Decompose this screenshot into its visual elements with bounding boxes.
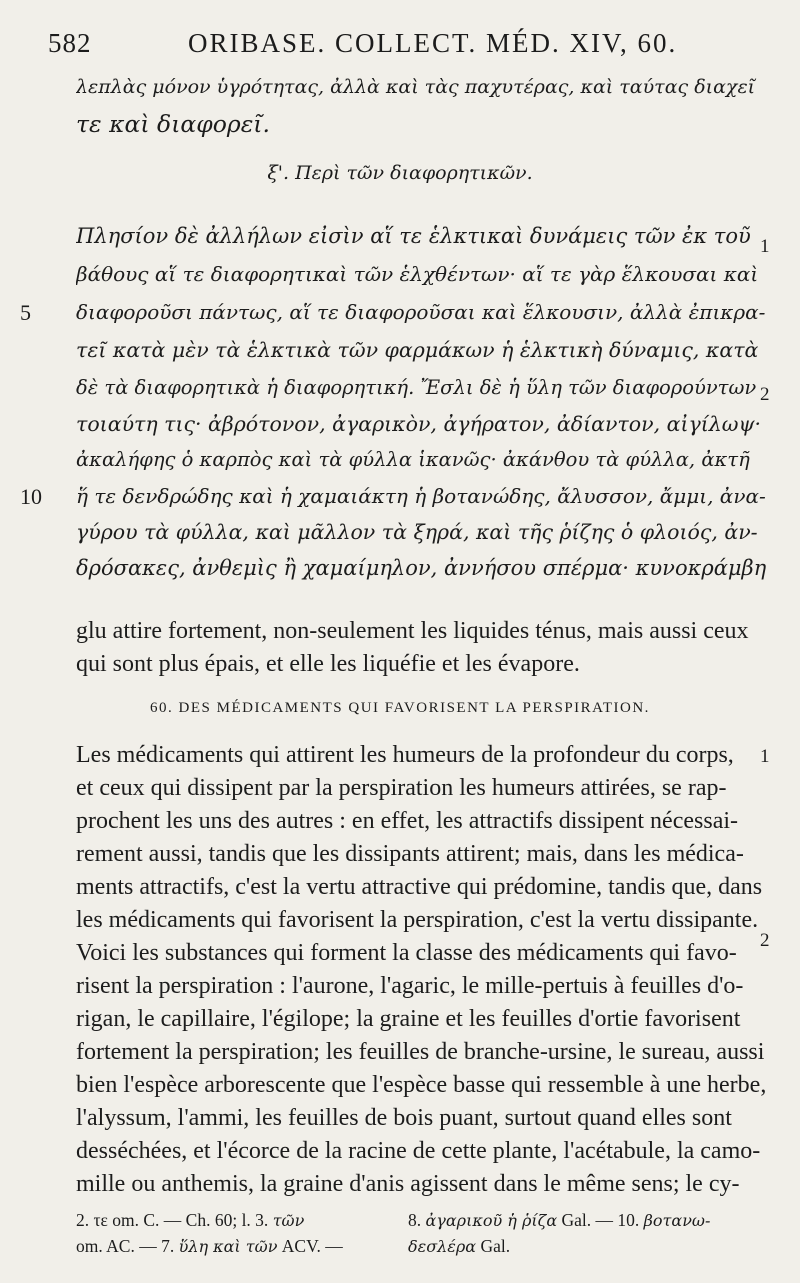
footnote-text: ACV. —: [277, 1236, 343, 1256]
greek-line: γύρου τὰ φύλλα, καὶ μᾶλλον τὰ ξηρά, καὶ τῆς ῥίζης ὁ φλοιός, ἀν-: [76, 520, 758, 544]
greek-chapter-heading: ξ'. Περὶ τῶν διαφορητικῶν.: [267, 162, 533, 184]
section-number: 2: [760, 930, 770, 951]
french-line: glu attire fortement, non-seulement les liquides ténus, mais aussi ceux: [76, 618, 749, 644]
greek-line: βάθους αἵ τε διαφορητικαὶ τῶν ἑλχθέντων· αἵ τε γὰρ ἕλκουσαι καὶ: [76, 262, 759, 286]
french-line: desséchées, et l'écorce de la racine de cette plante, l'acétabule, la camo-: [76, 1138, 761, 1164]
footnote-text: om. AC. — 7.: [76, 1236, 179, 1256]
french-line: fortement la perspiration; les feuilles de branche-ursine, le sureau, aussi: [76, 1039, 765, 1065]
greek-line: τεῖ κατὰ μὲν τὰ ἑλκτικὰ τῶν φαρμάκων ἡ ἑλκτικὴ δύναμις, κατὰ: [76, 338, 759, 362]
footnote-left-line1: [76, 1210, 304, 1231]
french-line: l'alyssum, l'ammi, les feuilles de bois puant, surtout quand elles sont: [76, 1105, 732, 1131]
french-line: prochent les uns des autres : en effet, les attractifs dissipent nécessai-: [76, 808, 739, 834]
greek-line: ἥ τε δενδρώδης καὶ ἡ χαμαιάκτη ἡ βοτανώδης, ἄλυσσον, ἄμμι, ἀνα-: [76, 484, 766, 508]
footnote-text: Gal.: [476, 1236, 511, 1256]
footnote-greek: ἀγαρικοῦ ἡ ῥίζα: [425, 1211, 558, 1230]
footnote-greek: τῶν: [272, 1211, 305, 1230]
french-line: mille ou anthemis, la graine d'anis agissent dans le même sens; le cy-: [76, 1171, 740, 1197]
greek-line: Πλησίον δὲ ἀλλήλων εἰσὶν αἵ τε ἑλκτικαὶ δυνάμεις τῶν ἐκ τοῦ: [76, 224, 751, 248]
footnote-text: 8.: [408, 1210, 426, 1230]
footnote-left-line2: [76, 1236, 343, 1257]
greek-line: τε καὶ διαφορεῖ.: [76, 110, 270, 138]
running-title: ORIBASE. COLLECT. MÉD. XIV, 60.: [188, 28, 678, 58]
section-number: 2: [760, 384, 770, 405]
page-number: 582: [48, 28, 92, 58]
greek-line: ἀκαλήφης ὁ καρπὸς καὶ τὰ φύλλα ἱκανῶς· ἀκάνθου τὰ φύλλα, ἀκτῆ: [76, 448, 750, 471]
french-line: risent la perspiration : l'aurone, l'agaric, le mille-pertuis à feuilles d'o-: [76, 973, 744, 999]
footnote-greek: βοτανω-: [643, 1211, 711, 1230]
line-number: 5: [20, 300, 31, 325]
footnote-right-line2: [408, 1236, 510, 1257]
line-number: 10: [20, 484, 42, 509]
french-line: qui sont plus épais, et elle les liquéfie et les évapore.: [76, 651, 580, 677]
french-line: Voici les substances qui forment la classe des médicaments qui favo-: [76, 940, 737, 966]
greek-line: λεπλὰς μόνον ὑγρότητας, ἀλλὰ καὶ τὰς παχυτέρας, καὶ ταύτας διαχεῖ: [76, 76, 756, 98]
french-line: ments attractifs, c'est la vertu attractive qui prédomine, tandis que, dans: [76, 874, 763, 900]
greek-line: δὲ τὰ διαφορητικὰ ἡ διαφορητική. Ἔσλι δὲ ἡ ὕλη τῶν διαφορούντων: [76, 376, 757, 399]
section-number: 1: [760, 746, 770, 767]
greek-line: διαφοροῦσι πάντως, αἵ τε διαφοροῦσαι καὶ ἕλκουσιν, ἀλλὰ ἐπικρα-: [76, 300, 766, 324]
french-line: et ceux qui dissipent par la perspiration les humeurs attirées, se rap-: [76, 775, 727, 801]
footnote-greek: ὕλη καὶ τῶν: [178, 1237, 278, 1256]
french-line: Les médicaments qui attirent les humeurs de la profondeur du corps,: [76, 742, 734, 768]
greek-line: δρόσακες, ἀνθεμὶς ἢ χαμαίμηλον, ἀννήσου σπέρμα· κυνοκράμβη: [76, 556, 766, 580]
footnote-greek: δεσλέρα: [408, 1237, 477, 1256]
french-line: les médicaments qui favorisent la perspiration, c'est la vertu dissipante.: [76, 907, 759, 933]
footnote-right-line1: [408, 1210, 710, 1231]
footnote-text: Gal. — 10.: [557, 1210, 644, 1230]
french-chapter-heading: 60. DES MÉDICAMENTS QUI FAVORISENT LA PERSPIRATION.: [150, 700, 650, 716]
page-header: [48, 28, 748, 64]
french-line: rigan, le capillaire, l'égilope; la graine et les feuilles d'ortie favorisent: [76, 1006, 741, 1032]
french-line: rement aussi, tandis que les dissipants attirent; mais, dans les médica-: [76, 841, 744, 867]
greek-line: τοιαύτη τις· ἀβρότονον, ἀγαρικὸν, ἀγήρατον, ἀδίαντον, αἰγίλωψ·: [76, 412, 762, 436]
section-number: 1: [760, 236, 770, 257]
footnote-text: 2. τε om. C. — Ch. 60; l. 3.: [76, 1210, 273, 1230]
french-line: bien l'espèce arborescente que l'espèce basse qui ressemble à une herbe,: [76, 1072, 766, 1098]
